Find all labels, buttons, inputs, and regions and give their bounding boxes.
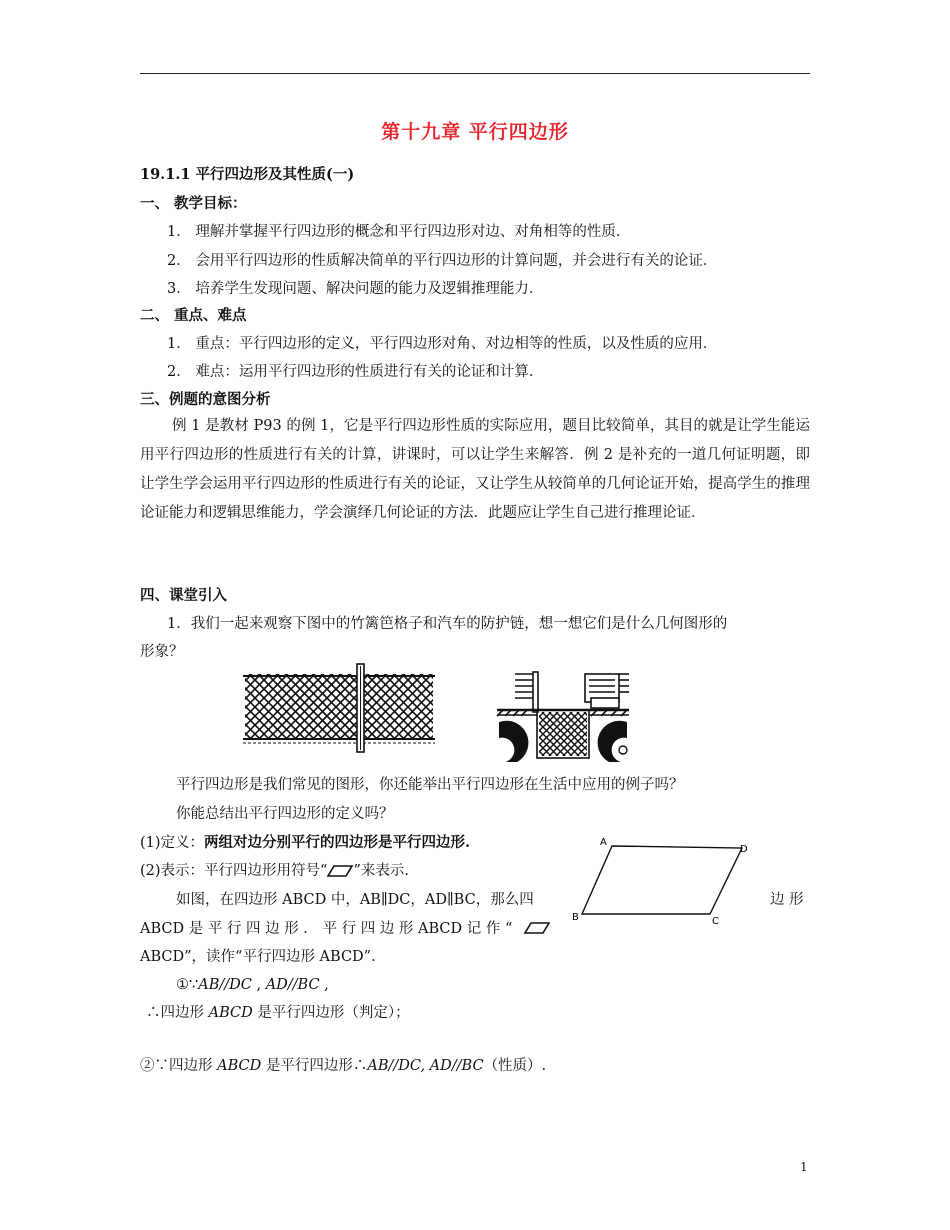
figure-description-end: 边 形 <box>770 892 804 908</box>
property-1 <box>176 975 329 995</box>
header-rule <box>140 73 810 74</box>
math-expr: AD//BC <box>265 977 320 993</box>
car-chain-image <box>497 670 629 762</box>
figure-description: 如图，在四边形 ABCD 中，AB∥DC，AD∥BC，那么四 <box>176 892 534 908</box>
notation-text: ABCD 是 平 行 四 边 形 ． 平 行 四 边 形 ABCD 记 作 “ <box>140 921 513 937</box>
reading-line: ABCD”，读作“平行四边形 ABCD”． <box>140 949 386 965</box>
definition-prefix: (1)定义： <box>140 835 205 851</box>
point-item: 1． 重点：平行四边形的定义，平行四边形对角、对边相等的性质，以及性质的应用． <box>167 336 718 352</box>
representation-line <box>140 861 409 881</box>
bamboo-fence-image <box>243 664 435 752</box>
heading-intro: 四、课堂引入 <box>140 587 227 604</box>
separator: , <box>319 977 329 993</box>
goal-item: 2． 会用平行四边形的性质解决简单的平行四边形的计算问题，并会进行有关的论证． <box>167 253 718 269</box>
heading-key-points: 二、 重点、难点 <box>140 307 247 324</box>
parallelogram-diagram <box>570 834 750 928</box>
intro-question-1-cont: 形象？ <box>140 644 184 660</box>
question-3: 你能总结出平行四边形的定义吗？ <box>176 806 394 822</box>
goal-item: 1． 理解并掌握平行四边形的概念和平行四边形对边、对角相等的性质． <box>167 224 631 240</box>
conclusion-text: 是平行四边形（判定）； <box>252 1005 410 1021</box>
property-1-conclusion <box>146 1003 410 1023</box>
representation-prefix: (2)表示：平行四边形用符号“ <box>140 863 328 879</box>
vertex-label-d: D <box>740 844 748 855</box>
heading-intent: 三、例题的意图分析 <box>140 391 271 408</box>
therefore-text: ∴四边形 <box>146 1005 209 1021</box>
property-2 <box>140 1056 546 1076</box>
math-expr: ABCD <box>208 1005 253 1021</box>
page-number: 1 <box>800 1160 808 1174</box>
section-title: 19.1.1 平行四边形及其性质(一) <box>140 166 355 183</box>
intro-question-1: 1．我们一起来观察下图中的竹篱笆格子和汽车的防护链，想一想它们是什么几何图形的 <box>167 616 728 632</box>
definition-text: 两组对边分别平行的四边形是平行四边形. <box>204 834 471 851</box>
definition-line <box>140 833 470 853</box>
therefore-text: 是平行四边形∴ <box>261 1058 368 1074</box>
representation-suffix: ”来表示. <box>353 863 409 879</box>
because-symbol: ①∵ <box>176 977 199 993</box>
vertex-label-a: A <box>600 837 607 848</box>
parallelogram-symbol-icon <box>327 864 353 878</box>
intent-paragraph: 例 1 是教材 P93 的例 1，它是平行四边形性质的实际应用，题目比较简单，其目的就是让学生能运用平行四边形的性质进行有关的计算，讲课时，可以让学生来解答．例 2 是补充的一道几何证明题，即让学生学会运用平行四边形的性质进行有关的论证，又让学生从较简单的几何论证开始，提高学生的推理论证能力和逻辑思维能力，学会演绎几何论证的方法．此题应让学生自己进行推理论证． <box>140 418 810 521</box>
point-item: 2． 难点：运用平行四边形的性质进行有关的论证和计算． <box>167 364 544 380</box>
goal-item: 3． 培养学生发现问题、解决问题的能力及逻辑推理能力． <box>167 281 544 297</box>
conclusion-text: （性质）. <box>483 1058 547 1074</box>
heading-goals: 一、 教学目标： <box>140 195 247 212</box>
question-2: 平行四边形是我们常见的图形，你还能举出平行四边形在生活中应用的例子吗？ <box>176 777 684 793</box>
math-expr: AB//DC <box>198 977 252 993</box>
math-expr: AD//BC <box>429 1058 484 1074</box>
because-text: ②∵四边形 <box>140 1058 218 1074</box>
notation-line <box>140 919 512 939</box>
math-expr: ABCD <box>217 1058 262 1074</box>
math-expr: AB//DC, <box>367 1058 426 1074</box>
parallelogram-notation-icon <box>524 921 550 935</box>
vertex-label-b: B <box>572 912 579 923</box>
chapter-title: 第十九章 平行四边形 <box>381 121 569 143</box>
separator: , <box>251 977 266 993</box>
vertex-label-c: C <box>712 916 719 927</box>
